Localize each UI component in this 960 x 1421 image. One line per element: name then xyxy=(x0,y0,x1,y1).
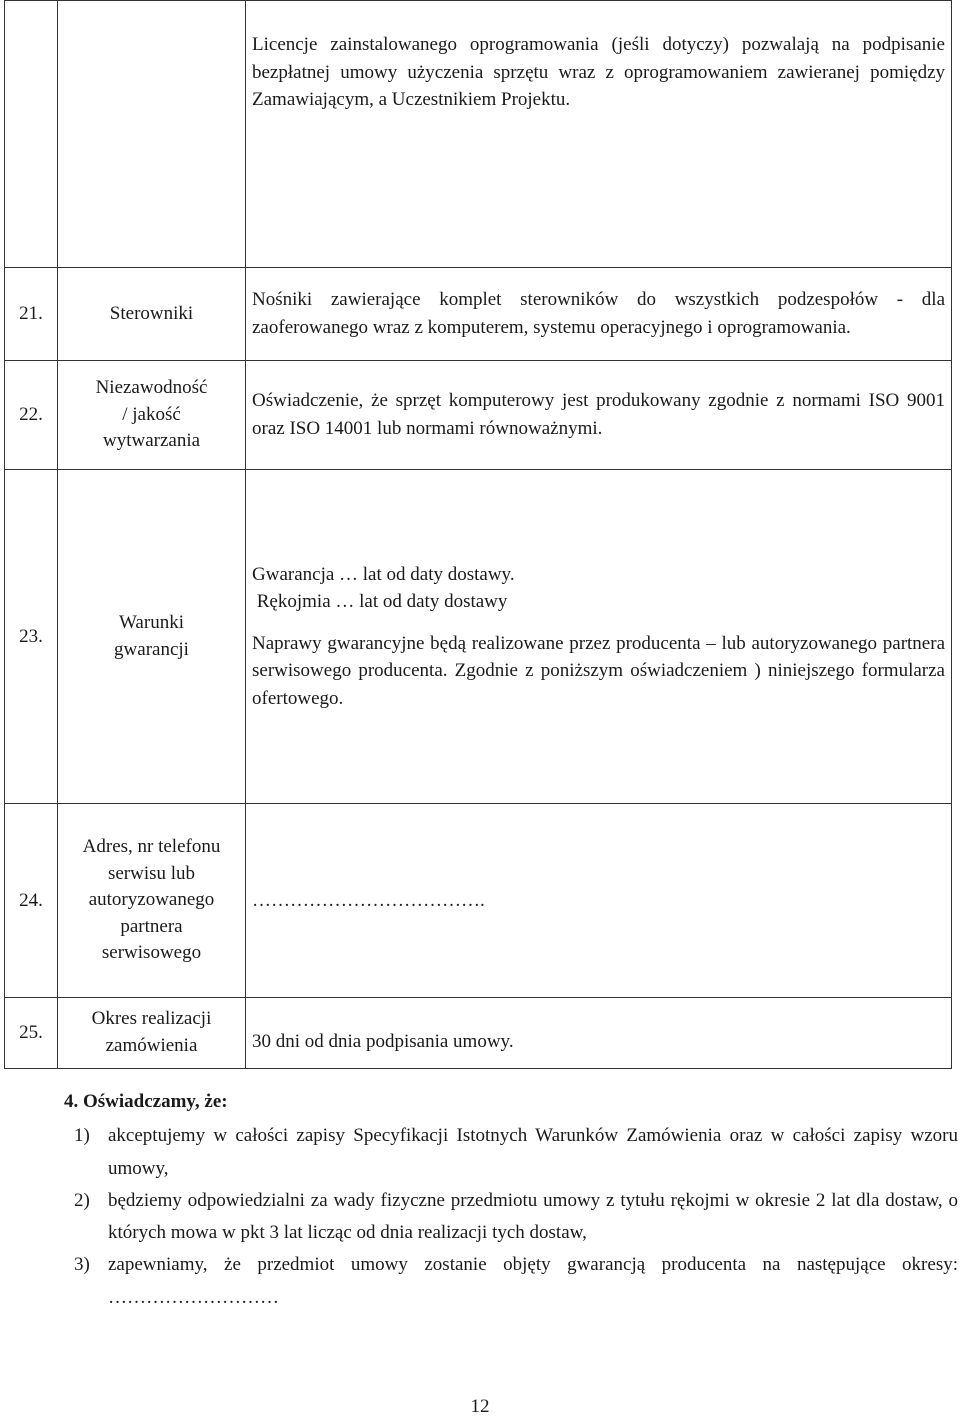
table-row xyxy=(5,470,952,804)
specification-table xyxy=(4,0,952,1069)
list-item-text: akceptujemy w całości zapisy Specyfikacji Istotnych Warunków Zamówienia oraz w całości zapisy wzoru umowy, xyxy=(108,1125,958,1179)
row-name-text: Okres realizacji zamówienia xyxy=(91,1008,212,1056)
reliability-description: Oświadczenie, że sprzęt komputerowy jest produkowany zgodnie z normami ISO 9001 oraz ISO 14001 lub normami równoważnymi. xyxy=(252,390,945,439)
row-number: 21. xyxy=(5,268,58,361)
declarations-list xyxy=(40,1120,958,1314)
drivers-description: Nośniki zawierające komplet sterowników do wszystkich podzespołów - dla zaoferowanego wraz z komputerem, systemu operacyjnego i oprogramowania. xyxy=(252,289,945,338)
row-number: 23. xyxy=(5,470,58,804)
warranty-line: Rękojmia … lat od daty dostawy xyxy=(252,591,508,613)
list-item xyxy=(40,1120,958,1185)
row-description-cell xyxy=(246,361,952,470)
row-name xyxy=(58,470,246,804)
row-name: Sterowniki xyxy=(58,268,246,361)
row-number: 25. xyxy=(5,998,58,1069)
list-item-text: zapewniamy, że przedmiot umowy zostanie objęty gwarancją producenta na następujące okresy: ……………………… xyxy=(108,1254,958,1308)
row-description-cell xyxy=(246,998,952,1069)
page-number: 12 xyxy=(470,1396,490,1417)
declarations-section xyxy=(40,1086,958,1314)
row-number-cell xyxy=(5,1,58,268)
row-number: 24. xyxy=(5,804,58,998)
list-item-number: 3) xyxy=(74,1254,90,1276)
service-address-placeholder: ………………………………. xyxy=(252,889,485,911)
section-heading: 4. Oświadczamy, że: xyxy=(64,1091,228,1112)
row-description-cell xyxy=(246,804,952,998)
table-row xyxy=(5,998,952,1069)
row-name-cell xyxy=(58,1,246,268)
list-item-number: 1) xyxy=(74,1125,90,1147)
delivery-period-text: 30 dni od dnia podpisania umowy. xyxy=(252,1031,514,1053)
warranty-line: Gwarancja … lat od daty dostawy. xyxy=(252,563,515,585)
row-name xyxy=(58,998,246,1069)
row-name-text: Niezawodność / jakość wytwarzania xyxy=(95,377,208,452)
row-description-cell xyxy=(246,1,952,268)
warranty-repairs-text: Naprawy gwarancyjne będą realizowane przez producenta – lub autoryzowanego partnera serwisowego producenta. Zgodnie z poniższym oświadczeniem ) niniejszego formularza ofertowego. xyxy=(252,632,945,709)
table-row xyxy=(5,268,952,361)
list-item xyxy=(40,1249,958,1314)
table-row xyxy=(5,361,952,470)
list-item xyxy=(40,1185,958,1250)
table-row xyxy=(5,804,952,998)
row-name-text: Adres, nr telefonu serwisu lub autoryzowanego partnera serwisowego xyxy=(82,836,221,964)
list-item-text: będziemy odpowiedzialni za wady fizyczne przedmiotu umowy z tytułu rękojmi w okresie 2 lat dla dostaw, o których mowa w pkt 3 lat licząc od dnia realizacji tych dostaw, xyxy=(108,1189,958,1244)
licence-description: Licencje zainstalowanego oprogramowania (jeśli dotyczy) pozwalają na podpisanie bezpłatnej umowy użyczenia sprzętu wraz z oprogramowaniem zawieranej pomiędzy Zamawiającym, a Uczestnikiem Projektu. xyxy=(252,34,945,111)
row-number: 22. xyxy=(5,361,58,470)
row-name-text: Warunki gwarancji xyxy=(114,611,189,660)
list-item-number: 2) xyxy=(74,1189,90,1211)
table-row xyxy=(5,1,952,268)
row-name xyxy=(58,804,246,998)
row-description-cell xyxy=(246,470,952,804)
row-name xyxy=(58,361,246,470)
row-description-cell xyxy=(246,268,952,361)
